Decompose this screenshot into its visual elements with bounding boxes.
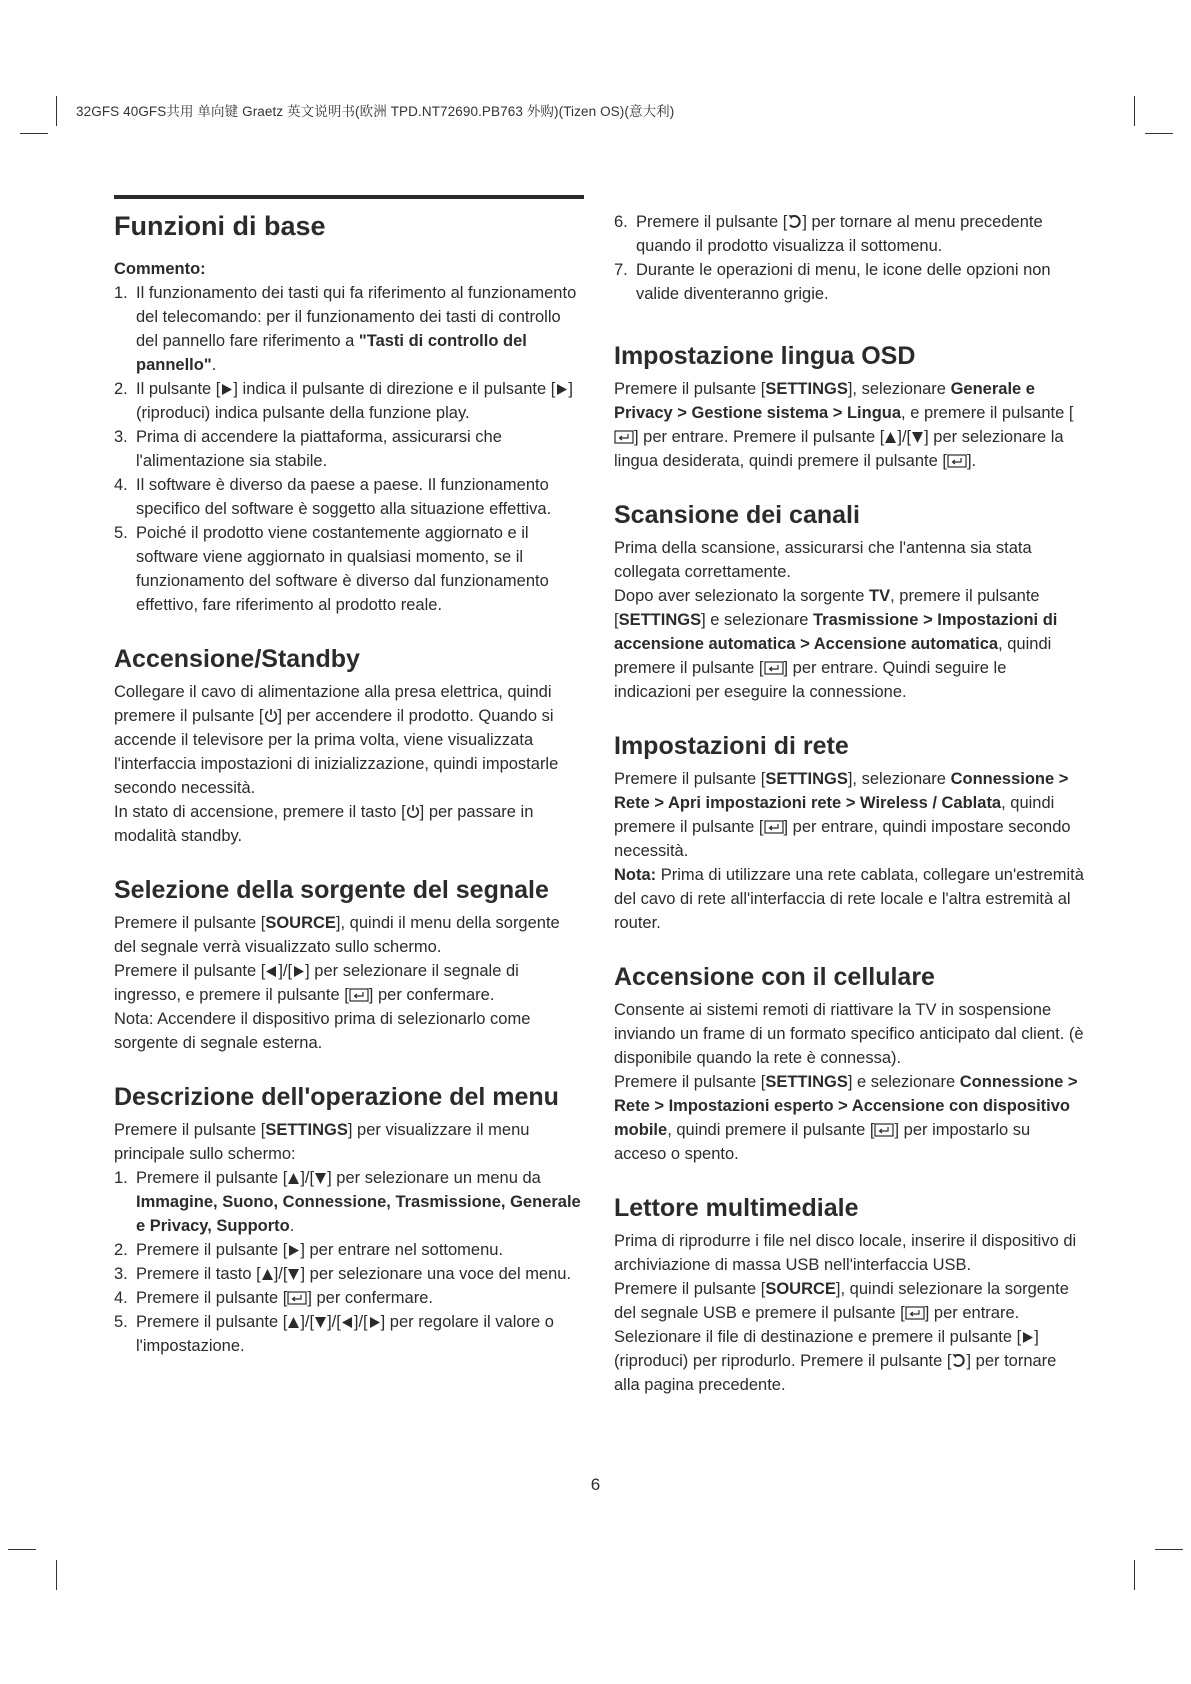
play-triangle-icon <box>1021 1331 1034 1344</box>
bold-text: SETTINGS <box>765 380 848 398</box>
up-triangle-icon <box>287 1172 300 1185</box>
paragraph: Prima della scansione, assicurarsi che l'antenna sia stata collegata correttamente. <box>614 539 1032 581</box>
bold-text: Connessione > Rete > Apri impostazioni rete > Wireless / Cablata <box>614 770 1069 812</box>
play-triangle-icon <box>287 1244 300 1257</box>
enter-key-icon <box>764 661 784 675</box>
bold-text: SETTINGS <box>765 770 848 788</box>
bold-text: SETTINGS <box>265 1121 348 1139</box>
list-item: 2. Premere il pulsante [ ] per entrare nel sottomenu. <box>114 1238 584 1262</box>
paragraph: Premere il pulsante [SETTINGS], selezionare Generale e Privacy > Gestione sistema > Lingua, e premere il pulsante [ ] per entrare. Premere il pulsante [ ]/[ ] per selezionare la lingua desiderata, quindi premere il pulsante [ ]. <box>614 380 1074 470</box>
crop-mark-top-right-vertical <box>1134 96 1135 126</box>
list-item-number: 1. <box>114 1169 128 1187</box>
enter-key-icon <box>349 988 369 1002</box>
paragraph: Premere il pulsante [ ]/[ ] per selezionare il segnale di ingresso, e premere il pulsante [ ] per confermare. <box>114 962 519 1004</box>
crop-mark-bottom-left-horizontal <box>8 1549 36 1550</box>
enter-key-icon <box>905 1306 925 1320</box>
crop-mark-top-left-horizontal <box>20 133 48 134</box>
play-triangle-icon <box>555 383 568 396</box>
paragraph: Nota: Prima di utilizzare una rete cablata, collegare un'estremità del cavo di rete all'interfaccia di rete locale e l'altra estremità al router. <box>614 866 1084 932</box>
enter-key-icon <box>287 1291 307 1305</box>
back-return-icon <box>951 1353 966 1368</box>
play-triangle-icon <box>292 965 305 978</box>
list-item: 5. Poiché il prodotto viene costantemente aggiornato e il software viene aggiornato in qualsiasi momento, se il funzionamento del software è diverso dal funzionamento effettivo, fare riferimento al prodotto reale. <box>114 521 584 617</box>
crop-mark-bottom-left-vertical <box>56 1560 57 1590</box>
bold-text: SETTINGS <box>765 1073 848 1091</box>
paragraph: Dopo aver selezionato la sorgente TV, premere il pulsante [SETTINGS] e selezionare Trasmissione > Impostazioni di accensione automatica > Accensione automatica, quindi premere il pulsante [ ] per entrare. Quindi seguire le indicazioni per eseguire la connessione. <box>614 587 1058 701</box>
section-scansione-dei-canali <box>614 501 1084 704</box>
bold-text: SOURCE <box>765 1280 836 1298</box>
down-triangle-icon <box>911 431 924 444</box>
list-item: 7. Durante le operazioni di menu, le icone delle opzioni non valide diventeranno grigie. <box>614 258 1084 306</box>
play-triangle-icon <box>220 383 233 396</box>
section-impostazioni-di-rete <box>614 732 1084 935</box>
list-item-number: 2. <box>114 1241 128 1259</box>
left-column <box>114 195 584 1386</box>
bold-text: Trasmissione > Impostazioni di accensione automatica > Accensione automatica <box>614 611 1058 653</box>
bold-text: Connessione > Rete > Impostazioni esperto > Accensione con dispositivo mobile <box>614 1073 1078 1139</box>
up-triangle-icon <box>287 1316 300 1329</box>
list-item-number: 3. <box>114 428 128 446</box>
menu-operation-list-continued <box>614 210 1084 306</box>
paragraph: Prima di riprodurre i file nel disco locale, inserire il dispositivo di archiviazione di massa USB nell'interfaccia USB. <box>614 1232 1077 1274</box>
paragraph: Premere il pulsante [SETTINGS] per visualizzare il menu principale sullo schermo: <box>114 1121 530 1163</box>
section-title: Descrizione dell'operazione del menu <box>114 1083 559 1111</box>
power-icon <box>406 804 420 819</box>
paragraph: Collegare il cavo di alimentazione alla presa elettrica, quindi premere il pulsante [ ] per accendere il prodotto. Quando si accende il televisore per la prima volta, viene visualizzata l'interfaccia impostazioni di inizializzazione, quindi impostarle secondo necessità. <box>114 683 559 797</box>
section-menu-continued <box>614 210 1084 306</box>
list-item: 3. Premere il tasto [ ]/[ ] per selezionare una voce del menu. <box>114 1262 584 1286</box>
bold-text: Generale e Privacy > Gestione sistema > Lingua <box>614 380 1035 422</box>
paragraph: Premere il pulsante [SETTINGS] e selezionare Connessione > Rete > Impostazioni esperto > Accensione con dispositivo mobile, quindi premere il pulsante [ ] per impostarlo su acceso o spento. <box>614 1073 1078 1163</box>
section-title: Lettore multimediale <box>614 1194 859 1222</box>
list-item-number: 5. <box>114 524 128 542</box>
commento-list <box>114 281 584 617</box>
up-triangle-icon <box>884 431 897 444</box>
section-title: Impostazione lingua OSD <box>614 342 916 370</box>
bold-text: SOURCE <box>265 914 336 932</box>
enter-key-icon <box>614 430 634 444</box>
section-lettore-multimediale <box>614 1194 1084 1397</box>
crop-mark-bottom-right-vertical <box>1134 1560 1135 1590</box>
bold-text: "Tasti di controllo del pannello" <box>136 332 527 374</box>
bold-text: Nota: <box>614 866 657 884</box>
right-column <box>614 210 1084 1425</box>
section-commento <box>114 257 584 617</box>
list-item-number: 4. <box>114 1289 128 1307</box>
section-accensione-standby <box>114 645 584 848</box>
crop-mark-top-right-horizontal <box>1145 133 1173 134</box>
power-icon <box>264 708 278 723</box>
bold-text: TV <box>869 587 891 605</box>
list-item-number: 6. <box>614 213 628 231</box>
left-triangle-icon <box>265 965 278 978</box>
list-item: 1. Il funzionamento dei tasti qui fa riferimento al funzionamento del telecomando: per il funzionamento dei tasti di controllo del pannello fare riferimento a "Tasti di controllo del pannello". <box>114 281 584 377</box>
crop-mark-top-left-vertical <box>56 96 57 126</box>
paragraph: Nota: Accendere il dispositivo prima di selezionarlo come sorgente di segnale esterna. <box>114 1010 531 1052</box>
list-item-number: 1. <box>114 284 128 302</box>
section-descrizione-dell-operazione-del-menu <box>114 1083 584 1358</box>
section-title: Selezione della sorgente del segnale <box>114 876 549 904</box>
section-title: Impostazioni di rete <box>614 732 849 760</box>
section-title: Accensione/Standby <box>114 645 360 673</box>
list-item: 2. Il pulsante [ ] indica il pulsante di direzione e il pulsante [ ] (riproduci) indica pulsante della funzione play. <box>114 377 584 425</box>
section-title: Accensione con il cellulare <box>614 963 935 991</box>
down-triangle-icon <box>287 1268 300 1281</box>
page-title: Funzioni di base <box>114 211 326 241</box>
paragraph: In stato di accensione, premere il tasto [ ] per passare in modalità standby. <box>114 803 534 845</box>
crop-mark-bottom-right-horizontal <box>1155 1549 1183 1550</box>
list-item: 4. Premere il pulsante [ ] per confermare. <box>114 1286 584 1310</box>
left-triangle-icon <box>341 1316 354 1329</box>
paragraph: Premere il pulsante [SOURCE], quindi selezionare la sorgente del segnale USB e premere il pulsante [ ] per entrare. Selezionare il file di destinazione e premere il pulsante [ ](riproduci) per riprodurlo. Premere il pulsante [ ] per tornare alla pagina precedente. <box>614 1280 1069 1394</box>
section-selezione-della-sorgente-del-segnale <box>114 876 584 1055</box>
bold-text: SETTINGS <box>618 611 702 629</box>
title-rule <box>114 195 584 199</box>
paragraph: Premere il pulsante [SETTINGS], selezionare Connessione > Rete > Apri impostazioni rete > Wireless / Cablata, quindi premere il pulsante [ ] per entrare, quindi impostare secondo necessità. <box>614 770 1071 860</box>
section-title: Scansione dei canali <box>614 501 860 529</box>
list-item-number: 5. <box>114 1313 128 1331</box>
section-impostazione-lingua-osd <box>614 342 1084 473</box>
play-triangle-icon <box>368 1316 381 1329</box>
paragraph: Premere il pulsante [SOURCE], quindi il menu della sorgente del segnale verrà visualizzato sullo schermo. <box>114 914 560 956</box>
left-sections <box>114 645 584 1358</box>
page-number: 6 <box>590 1475 601 1494</box>
enter-key-icon <box>947 454 967 468</box>
right-sections <box>614 342 1084 1397</box>
up-triangle-icon <box>261 1268 274 1281</box>
section-accensione-con-il-cellulare <box>614 963 1084 1166</box>
enter-key-icon <box>874 1123 894 1137</box>
paragraph: Consente ai sistemi remoti di riattivare la TV in sospensione inviando un frame di un formato specifico anticipato dal client. (è disponibile quando la rete è connessa). <box>614 1001 1084 1067</box>
bold-text: Immagine, Suono, Connessione, Trasmissione, Generale e Privacy, Supporto <box>136 1193 581 1235</box>
list-item-number: 4. <box>114 476 128 494</box>
document-header-id: 32GFS 40GFS共用 单向键 Graetz 英文说明书(欧洲 TPD.NT72690.PB763 外购)(Tizen OS)(意大利) <box>76 104 675 119</box>
down-triangle-icon <box>314 1172 327 1185</box>
commento-label: Commento: <box>114 260 206 278</box>
list-item: 3. Prima di accendere la piattaforma, assicurarsi che l'alimentazione sia stabile. <box>114 425 584 473</box>
enter-key-icon <box>764 820 784 834</box>
list-item: 4. Il software è diverso da paese a paese. Il funzionamento specifico del software è soggetto alla situazione effettiva. <box>114 473 584 521</box>
list-item-number: 2. <box>114 380 128 398</box>
list-item: 6. Premere il pulsante [ ] per tornare al menu precedente quando il prodotto visualizza il sottomenu. <box>614 210 1084 258</box>
back-return-icon <box>787 214 802 229</box>
list-item: 1. Premere il pulsante [ ]/[ ] per selezionare un menu da Immagine, Suono, Connessione, Trasmissione, Generale e Privacy, Supporto. <box>114 1166 584 1238</box>
list-item-number: 7. <box>614 261 628 279</box>
list-item-number: 3. <box>114 1265 128 1283</box>
numbered-list <box>114 1166 584 1358</box>
list-item: 5. Premere il pulsante [ ]/[ ]/[ ]/[ ] per regolare il valore o l'impostazione. <box>114 1310 584 1358</box>
down-triangle-icon <box>314 1316 327 1329</box>
